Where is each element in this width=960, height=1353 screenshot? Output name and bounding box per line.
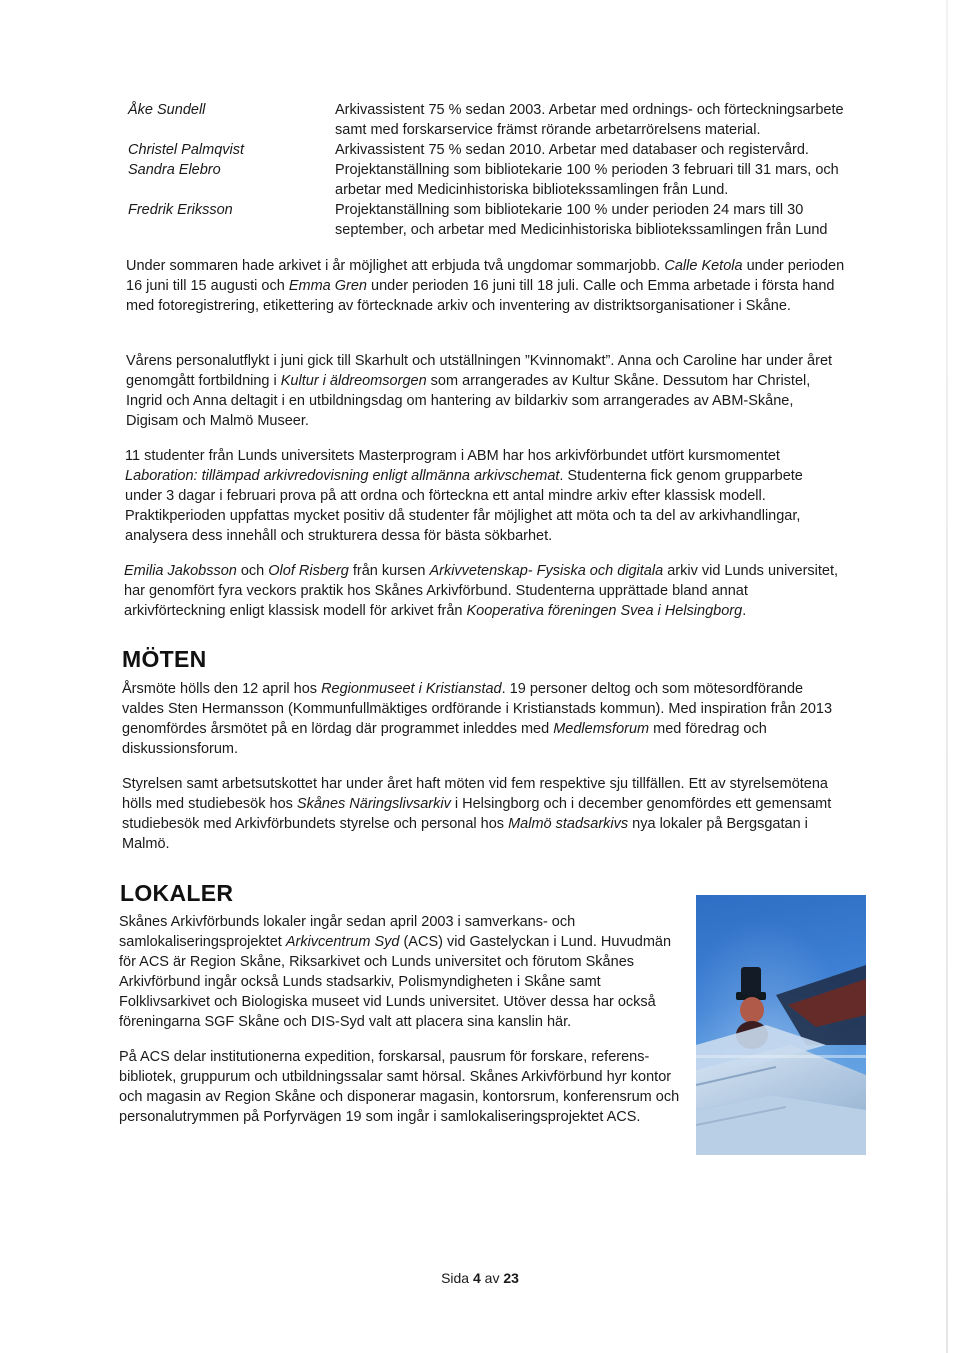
course-name: Kultur i äldreomsorgen	[280, 373, 427, 389]
text-run: (ACS) vid Gastelyckan i Lund. Huvudmän för ACS är Region Skåne, Riksarkivet och Lunds universitet och förutom Skånes Arkivförbund ingår också Lunds stadsarkiv, Polismyndigheten i Skåne samt Folklivsarkivet och Biologiska museet vid Lunds universitet. Utöver dessa har också föreningarna SGF Skåne och DIS-Syd valt att placera sina kanslin här.	[119, 934, 672, 1030]
lokaler-paragraph-1	[119, 912, 681, 1032]
event-name: Medlemsforum	[553, 721, 650, 737]
person-name: Emilia Jakobsson	[124, 563, 237, 579]
photo-illustration	[696, 895, 866, 1155]
summer-paragraph	[126, 256, 846, 316]
text-run: Under sommaren hade arkivet i år möjlighet att erbjuda två ungdomar sommarjobb.	[126, 258, 665, 274]
lokaler-paragraph-2	[119, 1047, 684, 1127]
text-run: under perioden 16 juni till 15 augusti och	[126, 258, 845, 294]
footer-label: av	[480, 1270, 504, 1286]
section-heading-lokaler: LOKALER	[120, 880, 234, 906]
text-run: På ACS delar institutionerna expedition, forskarsal, pausrum för forskare, referens-bibliotek, gruppurum och utbildningssalar samt hörsal. Skånes Arkivförbund hyr kontor och magasin av Region Skåne och disponerar magasin, kontorsrum, konferensrum och personalutrymmen på Porfyrvägen 19 som ingår i samlokaliseringsprojektet ACS.	[119, 1049, 680, 1125]
place-name: Arkivcentrum Syd	[285, 934, 400, 950]
staff-description	[335, 140, 855, 160]
total-page-count: 23	[503, 1270, 519, 1286]
page-edge	[946, 0, 948, 1353]
staff-description	[335, 160, 855, 200]
text-run: nya lokaler på Bergsgatan i Malmö.	[122, 816, 808, 852]
archive-photo	[696, 895, 866, 1155]
text-run: Styrelsen samt arbetsutskottet har under året haft möten vid fem respektive sju tillfällen. Ett av styrelsemötena hölls med studiebesök hos	[122, 776, 828, 812]
person-name: Olof Risberg	[268, 563, 349, 579]
staff-description	[335, 200, 855, 240]
staff-row	[128, 140, 868, 160]
place-name: Regionmuseet i Kristianstad	[321, 681, 502, 697]
staff-name: Christel Palmqvist	[128, 142, 245, 158]
text-run: Vårens personalutflykt i juni gick till Skarhult och utställningen ”Kvinnomakt”. Anna och Caroline har under året genomgått fortbildning i	[126, 353, 833, 389]
text-run: Skånes Arkivförbunds lokaler ingår sedan april 2003 i samverkans- och samlokaliseringsprojektet	[119, 914, 576, 950]
text-run: 11 studenter från Lunds universitets Masterprogram i ABM har hos arkivförbundet utfört kursmomentet	[125, 448, 780, 464]
staff-row	[128, 100, 868, 140]
current-page-number: 4	[472, 1270, 481, 1286]
staff-line: september, och arbetar med Medicinhistoriska bibliotekssamlingen från Lund	[335, 222, 828, 238]
course-name: Arkivvetenskap- Fysiska och digitala	[429, 563, 664, 579]
staff-row	[128, 160, 868, 200]
text-run: arkiv vid Lunds universitet, har genomfört fyra veckors praktik hos Skånes Arkivförbund. Studenterna upprättade bland annat arkivförteckning enligt klassisk modell för arkivet från	[124, 563, 839, 619]
staff-line: Projektanställning som bibliotekarie 100 % perioden 3 februari till 31 mars, och	[335, 162, 839, 178]
text-run: under perioden 16 juni till 18 juli. Calle och Emma arbetade i första hand med fotoregistrering, etikettering av förtecknade arkiv och inventering av distriktsorganisationer i Skåne.	[126, 278, 835, 314]
course-name: Laboration: tillämpad arkivredovisning enligt allmänna arkivschemat	[125, 468, 560, 484]
staff-name: Fredrik Eriksson	[128, 202, 233, 218]
praktik-paragraph	[124, 561, 839, 621]
staff-row	[128, 200, 868, 240]
person-name: Calle Ketola	[664, 258, 743, 274]
staff-list	[128, 100, 868, 240]
staff-name: Sandra Elebro	[128, 162, 221, 178]
archive-name: Malmö stadsarkivs	[508, 816, 629, 832]
moten-paragraph-1	[122, 679, 844, 759]
text-run: . 19 personer deltog och som mötesordförande valdes Sten Hermansson (Kommunfullmäktiges ordförande i Kristianstads kommun). Med inspiration från 2013 genomfördes årsmötet på en lördag där programmet inleddes med	[122, 681, 833, 737]
moten-paragraph-2	[122, 774, 850, 854]
staff-line: Arkivassistent 75 % sedan 2010. Arbetar med databaser och registervård.	[335, 142, 809, 158]
text-run: i Helsingborg och i december genomfördes ett gemensamt studiebesök med Arkivförbundets styrelse och personal hos	[122, 796, 832, 832]
archive-name: Skånes Näringslivsarkiv	[296, 796, 451, 812]
text-run: . Studenterna fick genom grupparbete under 3 dagar i februari prova på att ordna och förteckna ett antal mindre arkiv efter klassisk modell. Praktikperioden uppfattas mycket positiv då studenter får möjlighet att möta och ta del av arkivhandlingar, analysera dess innehåll och strukturera dessa för bästa sökbarhet.	[125, 468, 803, 544]
text-run: som arrangerades av Kultur Skåne. Dessutom har Christel, Ingrid och Anna deltagit i en utbildningsdag om hantering av bildarkiv som arrangerades av ABM-Skåne, Digisam och Malmö Museer.	[126, 373, 811, 429]
staff-name: Åke Sundell	[128, 102, 206, 118]
staff-description	[335, 100, 855, 140]
students-paragraph	[125, 446, 825, 546]
text-run: Årsmöte hölls den 12 april hos	[122, 681, 322, 697]
staff-line: arbetar med Medicinhistoriska bibliotekssamlingen från Lund.	[335, 182, 729, 198]
staff-line: Arkivassistent 75 % sedan 2003. Arbetar med ordnings- och förteckningsarbete	[335, 102, 844, 118]
spring-paragraph	[126, 351, 848, 431]
archive-name: Kooperativa föreningen Svea i Helsingborg	[466, 603, 743, 619]
page-footer	[0, 1270, 960, 1286]
section-heading-moten: MÖTEN	[122, 646, 207, 672]
footer-label: Sida	[441, 1270, 473, 1286]
staff-line: Projektanställning som bibliotekarie 100 % under perioden 24 mars till 30	[335, 202, 804, 218]
text-run: och	[236, 563, 269, 579]
person-name: Emma Gren	[288, 278, 367, 294]
staff-line: samt med forskarservice främst rörande arbetarrörelsens material.	[335, 122, 761, 138]
text-run: från kursen	[348, 563, 430, 579]
text-run: .	[742, 603, 747, 619]
text-run: med föredrag och diskussionsforum.	[122, 721, 767, 757]
